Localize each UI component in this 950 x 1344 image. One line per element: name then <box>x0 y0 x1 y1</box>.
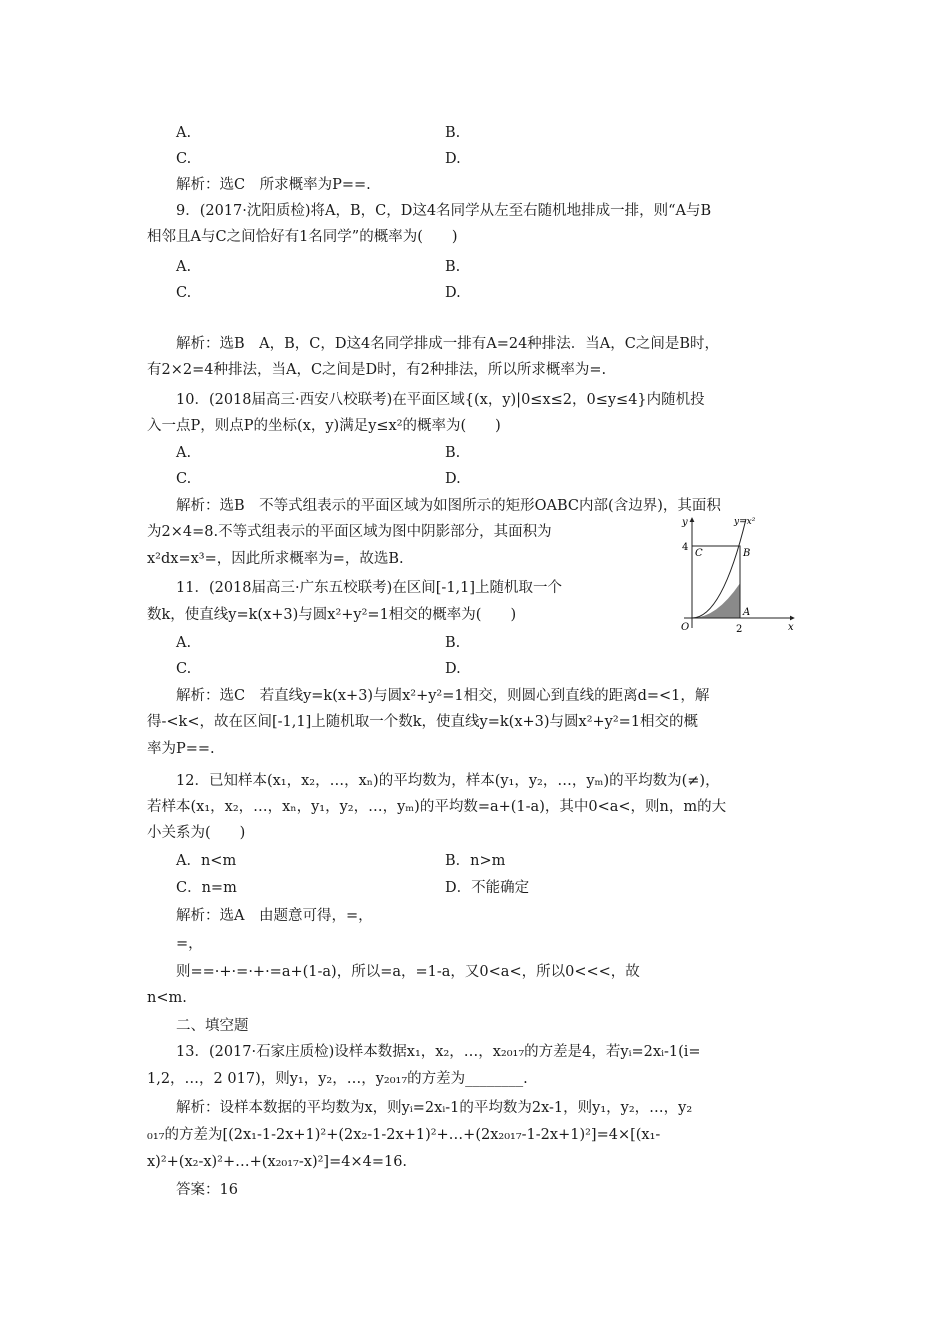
q9-stem-line1: 9．(2017·沈阳质检)将A，B，C，D这4名同学从左至右随机地排成一排，则“A与B <box>176 203 712 219</box>
q8-option-d: D. <box>445 151 461 167</box>
q11-solution-line2: 得-<k<，故在区间[-1,1]上随机取一个数k，使直线y=k(x+3)与圆x²+y²=1相交的概 <box>147 714 699 730</box>
q12-stem-line1: 12．已知样本(x₁，x₂，…，xₙ)的平均数为，样本(y₁，y₂，…，yₘ)的平均数为(≠)， <box>176 773 720 789</box>
q10-option-c: C. <box>176 471 192 487</box>
q10-option-b: B. <box>445 445 461 461</box>
region-figure <box>670 512 800 642</box>
q10-solution-line3: x²dx=x³=，因此所求概率为=，故选B. <box>147 551 404 567</box>
q11-option-a: A. <box>176 635 192 651</box>
q12-option-d: D．不能确定 <box>445 880 530 896</box>
q12-solution-line2: =， <box>176 936 203 952</box>
q12-solution-line4: n<m. <box>147 990 187 1006</box>
q10-solution-line2: 为2×4=8.不等式组表示的平面区域为图中阴影部分，其面积为 <box>147 524 552 540</box>
q10-stem-line2: 入一点P，则点P的坐标(x，y)满足y≤x²的概率为( ) <box>147 418 501 434</box>
q12-stem-line2: 若样本(x₁，x₂，…，xₙ，y₁，y₂，…，yₘ)的平均数=a+(1-a)，其中0<a<，则n，m的大 <box>147 799 727 815</box>
q12-option-b: B．n>m <box>445 853 506 869</box>
q13-solution-line3: x)²+(x₂-x)²+…+(x₂₀₁₇-x)²]=4×4=16. <box>147 1154 408 1170</box>
q9-solution-line2: 有2×2=4种排法，当A，C之间是D时，有2种排法，所以所求概率为=. <box>147 362 607 378</box>
q12-solution-line3: 则==·+·=·+·=a+(1-a)，所以=a，=1-a，又0<a<，所以0<<<，故 <box>176 964 640 980</box>
q11-option-c: C. <box>176 661 192 677</box>
q8-option-c: C. <box>176 151 192 167</box>
point-a-label: A <box>743 607 751 618</box>
q8-option-a: A. <box>176 125 192 141</box>
q8-solution: 解析：选C 所求概率为P==. <box>176 177 371 193</box>
q12-stem-line3: 小关系为( ) <box>147 825 246 841</box>
q11-option-d: D. <box>445 661 461 677</box>
point-c-label: C <box>695 548 703 559</box>
q9-option-d: D. <box>445 285 461 301</box>
section-heading-fill-in: 二、填空题 <box>176 1018 249 1034</box>
q9-solution-line1: 解析：选B A，B，C，D这4名同学排成一排有A=24种排法．当A，C之间是B时， <box>176 336 720 352</box>
q13-stem-line1: 13．(2017·石家庄质检)设样本数据x₁，x₂，…，x₂₀₁₇的方差是4，若yᵢ=2xᵢ-1(i= <box>176 1044 701 1060</box>
q12-solution-line1: 解析：选A 由题意可得，=， <box>176 908 373 924</box>
q9-stem-line2: 相邻且A与C之间恰好有1名同学”的概率为( ) <box>147 229 458 245</box>
y-axis-label: y <box>682 517 688 528</box>
tick-label-4: 4 <box>682 542 689 553</box>
q10-option-a: A. <box>176 445 192 461</box>
q10-stem-line1: 10．(2018届高三·西安八校联考)在平面区域{(x，y)|0≤x≤2，0≤y≤4}内随机投 <box>176 392 705 408</box>
q13-solution-line2: ₀₁₇的方差为[(2x₁-1-2x+1)²+(2x₂-1-2x+1)²+…+(2x₂₀₁₇-1-2x+1)²]=4×[(x₁- <box>147 1127 661 1143</box>
q12-option-a: A．n<m <box>176 853 237 869</box>
tick-label-2: 2 <box>736 624 743 635</box>
x-axis-label: x <box>788 622 794 633</box>
q13-answer: 答案：16 <box>176 1182 238 1198</box>
q9-option-a: A. <box>176 259 192 275</box>
q13-solution-line1: 解析：设样本数据的平均数为x，则yᵢ=2xᵢ-1的平均数为2x-1，则y₁，y₂，…，y₂ <box>176 1100 693 1116</box>
q8-option-b: B. <box>445 125 461 141</box>
q12-option-c: C．n=m <box>176 880 237 896</box>
q9-option-c: C. <box>176 285 192 301</box>
point-b-label: B <box>743 548 751 559</box>
q9-option-b: B. <box>445 259 461 275</box>
origin-label: O <box>681 622 690 633</box>
curve-label: y=x² <box>734 517 756 527</box>
q11-stem-line2: 数k，使直线y=k(x+3)与圆x²+y²=1相交的概率为( ) <box>147 607 517 623</box>
q10-solution-line1: 解析：选B 不等式组表示的平面区域为如图所示的矩形OABC内部(含边界)，其面积 <box>176 498 721 514</box>
q11-option-b: B. <box>445 635 461 651</box>
q11-stem-line1: 11．(2018届高三·广东五校联考)在区间[-1,1]上随机取一个 <box>176 580 563 596</box>
q11-solution-line3: 率为P==. <box>147 741 215 757</box>
q10-option-d: D. <box>445 471 461 487</box>
q13-stem-line2: 1,2，…，2 017)，则y₁，y₂，…，y₂₀₁₇的方差为________. <box>147 1071 528 1087</box>
q11-solution-line1: 解析：选C 若直线y=k(x+3)与圆x²+y²=1相交，则圆心到直线的距离d=<1，解 <box>176 688 710 704</box>
